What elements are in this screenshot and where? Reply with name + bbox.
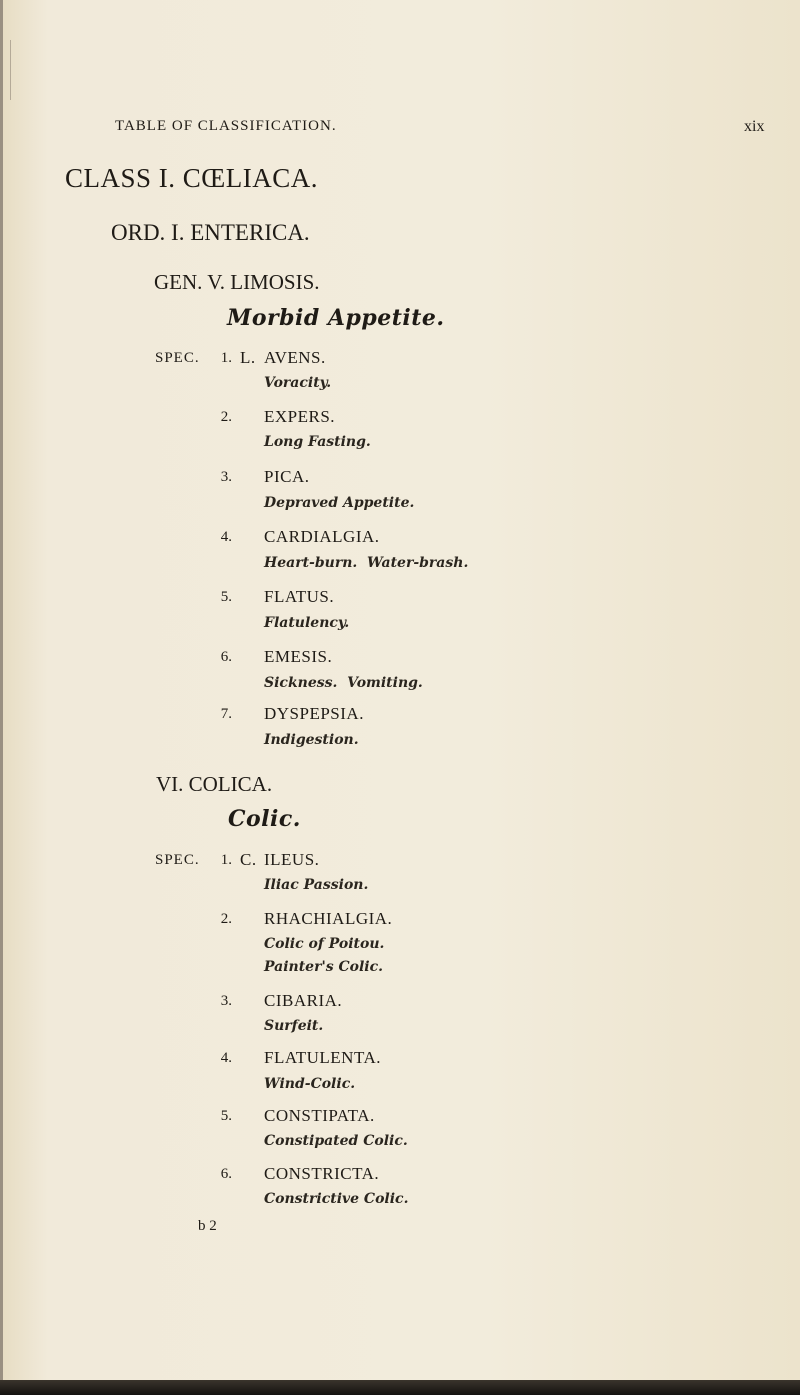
genus-abbreviation: C. xyxy=(240,850,257,869)
species-english-name: Long Fasting. xyxy=(264,434,371,450)
page-number: xix xyxy=(744,118,765,135)
species-latin-name: FLATUS. xyxy=(264,587,335,606)
species-latin-name: PICA. xyxy=(264,467,310,486)
species-number: 4. xyxy=(220,1050,232,1066)
class-title: CLASS I. CŒLIACA. xyxy=(65,163,319,193)
species-english-name: Voracity. xyxy=(264,375,332,391)
signature-mark: b 2 xyxy=(198,1218,217,1234)
species-latin-name: EXPERS. xyxy=(264,407,336,426)
species-latin-name: CONSTRICTA. xyxy=(264,1164,380,1183)
species-english-name: Sickness. Vomiting. xyxy=(264,675,423,691)
species-english-name: Depraved Appetite. xyxy=(264,495,415,511)
species-latin-name: RHACHIALGIA. xyxy=(264,909,393,928)
scan-bottom-edge xyxy=(0,1380,800,1395)
species-english-name: Constrictive Colic. xyxy=(264,1191,409,1207)
species-latin-name: CARDIALGIA. xyxy=(264,527,380,546)
genus-abbreviation: L. xyxy=(240,348,256,367)
species-number: 6. xyxy=(220,649,232,665)
species-latin-name: ILEUS. xyxy=(264,850,320,869)
species-number: 1. xyxy=(220,852,232,868)
species-latin-name: FLATULENTA. xyxy=(264,1048,381,1067)
species-number: 4. xyxy=(220,529,232,545)
species-english-name: Painter's Colic. xyxy=(264,959,384,975)
species-number: 2. xyxy=(220,409,232,425)
species-english-name: Surfeit. xyxy=(264,1018,324,1034)
species-english-name: Flatulency. xyxy=(264,615,350,631)
genus-vi-spec-label: SPEC. xyxy=(155,852,200,868)
species-number: 5. xyxy=(220,589,232,605)
genus-v-title: GEN. V. LIMOSIS. xyxy=(154,270,320,294)
species-latin-name: DYSPEPSIA. xyxy=(264,704,364,723)
species-english-name: Wind-Colic. xyxy=(264,1076,356,1092)
species-number: 5. xyxy=(220,1108,232,1124)
species-english-name: Colic of Poitou. xyxy=(264,936,385,952)
species-number: 6. xyxy=(220,1166,232,1182)
order-title: ORD. I. ENTERICA. xyxy=(111,220,310,245)
page-left-edge xyxy=(0,0,3,1395)
species-english-name: Iliac Passion. xyxy=(264,877,369,893)
species-english-name: Indigestion. xyxy=(264,732,359,748)
species-latin-name: CIBARIA. xyxy=(264,991,343,1010)
species-latin-name: EMESIS. xyxy=(264,647,333,666)
species-number: 3. xyxy=(220,993,232,1009)
species-latin-name: CONSTIPATA. xyxy=(264,1106,375,1125)
species-english-name: Constipated Colic. xyxy=(264,1133,408,1149)
genus-v-english: Morbid Appetite. xyxy=(227,305,445,331)
genus-vi-title: VI. COLICA. xyxy=(156,772,273,796)
page-edge-mark xyxy=(10,40,11,100)
genus-v-spec-label: SPEC. xyxy=(155,350,200,366)
species-latin-name: AVENS. xyxy=(264,348,326,367)
species-english-name: Heart-burn. Water-brash. xyxy=(264,555,469,571)
species-number: 1. xyxy=(220,350,232,366)
species-number: 7. xyxy=(220,706,232,722)
species-number: 2. xyxy=(220,911,232,927)
running-header: TABLE OF CLASSIFICATION. xyxy=(115,118,337,134)
species-number: 3. xyxy=(220,469,232,485)
genus-vi-english: Colic. xyxy=(228,806,301,832)
